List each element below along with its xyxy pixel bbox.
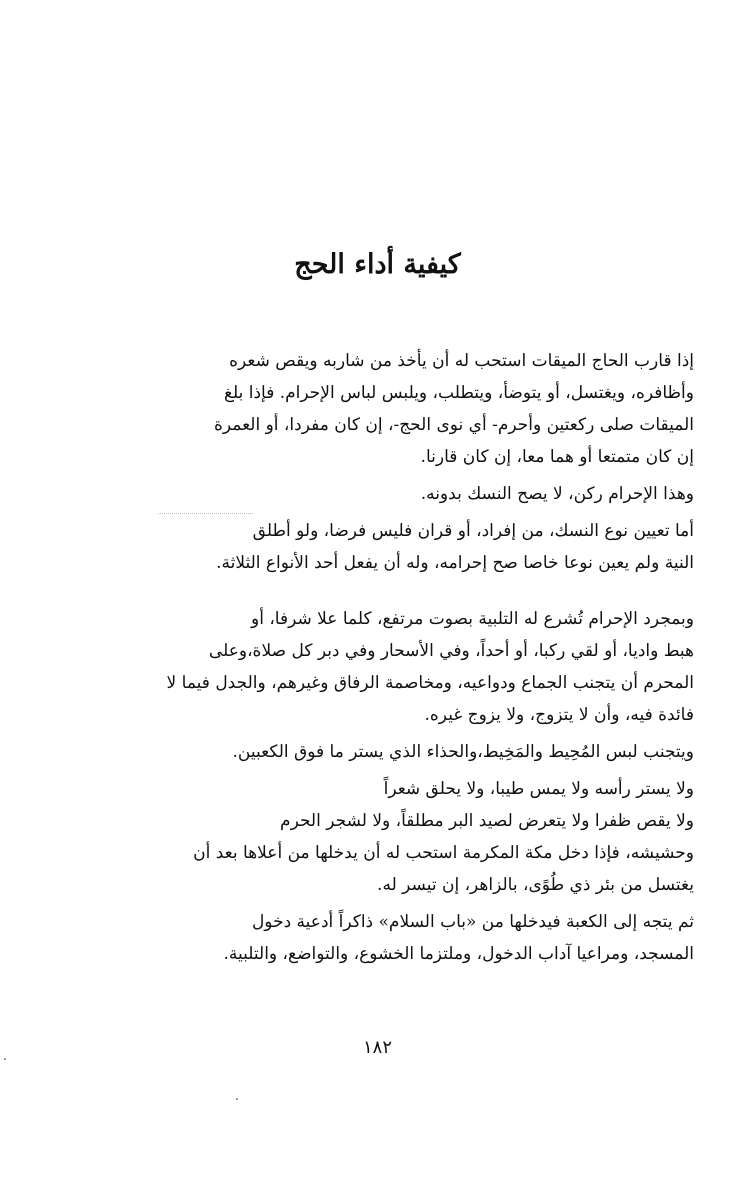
paragraph-7 — [98, 805, 712, 901]
text-line: فائدة فيه، وأن لا يتزوج، ولا يزوج غيره. — [424, 705, 694, 725]
scan-speck — [4, 1058, 6, 1060]
text-line: وحشيشه، فإذا دخل مكة المكرمة استحب له أن يدخلها من أعلاها بعد أن — [193, 843, 694, 863]
text-line: إن كان متمتعا أو هما معا، إن كان قارنا. — [420, 447, 694, 467]
paragraph-4 — [98, 603, 712, 731]
paragraph-8 — [98, 906, 712, 970]
text-line: وأظافره، ويغتسل، أو يتوضأ، ويتطلب، ويلبس لباس الإحرام. فإذا بلغ — [223, 383, 694, 403]
page-title: كيفية أداء الحج — [294, 249, 461, 280]
text-line: ولا يستر رأسه ولا يمس طيبا، ولا يحلق شعراً — [383, 779, 694, 799]
paragraph-1 — [98, 345, 712, 473]
paragraph-3 — [98, 515, 712, 579]
page-number: ١٨٢ — [362, 1037, 392, 1058]
text-line: وبمجرد الإحرام تُشرع له التلبية بصوت مرتفع، كلما علا شرفا، أو — [250, 609, 694, 629]
text-line: يغتسل من بئر ذي طُوًى، بالزاهر، إن تيسر له. — [377, 875, 694, 895]
text-line: ثم يتجه إلى الكعبة فيدخلها من «باب السلام» ذاكراً أدعية دخول — [251, 912, 694, 932]
text-line: ولا يقص ظفرا ولا يتعرض لصيد البر مطلقاً، ولا لشجر الحرم — [280, 811, 694, 831]
text-line: ويتجنب لبس المُحِيط والمَخِيط،والحذاء الذي يستر ما فوق الكعبين. — [232, 742, 694, 762]
body-text — [98, 345, 712, 970]
paragraph-5 — [98, 736, 712, 768]
text-line: النية ولم يعين نوعا خاصا صح إحرامه، وله أن يفعل أحد الأنواع الثلاثة. — [216, 553, 694, 573]
scan-speck — [236, 1098, 238, 1100]
paragraph-6 — [98, 773, 712, 805]
faint-scan-line — [158, 513, 253, 514]
text-line: هبط واديا، أو لقي ركبا، أو أحداً، وفي الأسحار وفي دبر كل صلاة،وعلى — [208, 641, 694, 661]
text-line: وهذا الإحرام ركن، لا يصح النسك بدونه. — [420, 484, 694, 504]
text-line: إذا قارب الحاج الميقات استحب له أن يأخذ من شاربه ويقص شعره — [229, 351, 694, 371]
text-line: الميقات صلى ركعتين وأحرم- أي نوى الحج-، إن كان مفردا، أو العمرة — [213, 415, 694, 435]
text-line: المحرم أن يتجنب الجماع ودواعيه، ومخاصمة الرفاق وغيرهم، والجدل فيما لا — [166, 673, 694, 693]
text-line: أما تعيين نوع النسك، من إفراد، أو قران فليس فرضا، ولو أطلق — [252, 521, 694, 541]
text-line: المسجد، ومراعيا آداب الدخول، وملتزما الخشوع، والتواضع، والتلبية. — [223, 944, 694, 964]
paragraph-2 — [98, 478, 712, 510]
